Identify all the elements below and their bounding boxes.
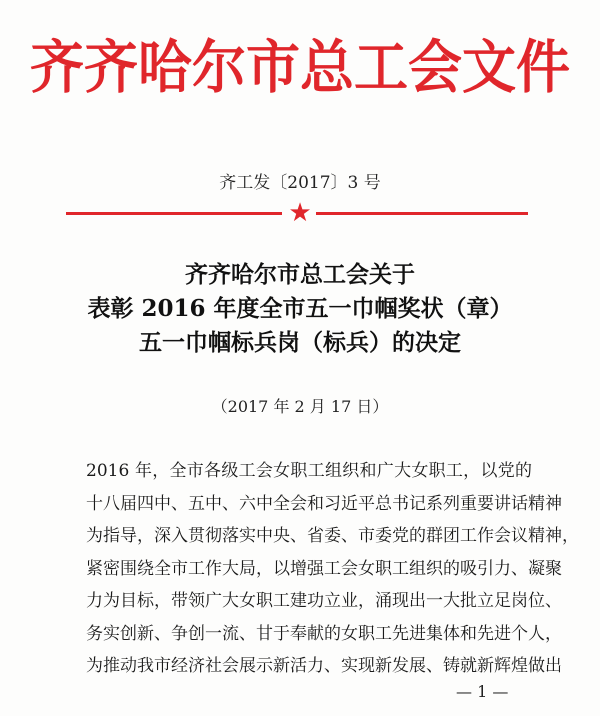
body-line: 为推动我市经济社会展示新活力、实现新发展、铸就新辉煌做出 [86,656,562,676]
body-line: 2016 年，全市各级工会女职工组织和广大女职工，以党的 [86,461,532,481]
red-divider-left [66,212,282,215]
document-date: （2017 年 2 月 17 日） [211,397,389,416]
document-number: 齐工发〔2017〕3 号 [219,173,381,193]
body-paragraph [86,455,579,683]
body-line: 力为目标，带领广大女职工建功立业，涌现出一大批立足岗位、 [86,591,562,611]
title-line: 表彰 2016 年度全市五一巾帼奖状（章） [87,295,513,322]
document-header-title: 齐齐哈尔市总工会文件 [30,33,570,101]
star-icon: ★ [288,198,312,228]
title-line: 齐齐哈尔市总工会关于 [185,261,415,288]
body-line: 紧密围绕全市工作大局，以增强工会女职工组织的吸引力、凝聚 [86,558,562,579]
body-line: 务实创新、争创一流、甘于奉献的女职工先进集体和先进个人， [86,623,562,644]
body-line: 十八届四中、五中、六中全会和习近平总书记系列重要讲话精神 [86,493,562,514]
title-line: 五一巾帼标兵岗（标兵）的决定 [139,329,461,356]
page-number: — 1 — [456,682,509,701]
document-title [0,258,600,360]
red-divider-right [316,212,528,215]
body-line: 为指导，深入贯彻落实中央、省委、市委党的群团工作会议精神， [86,526,579,546]
